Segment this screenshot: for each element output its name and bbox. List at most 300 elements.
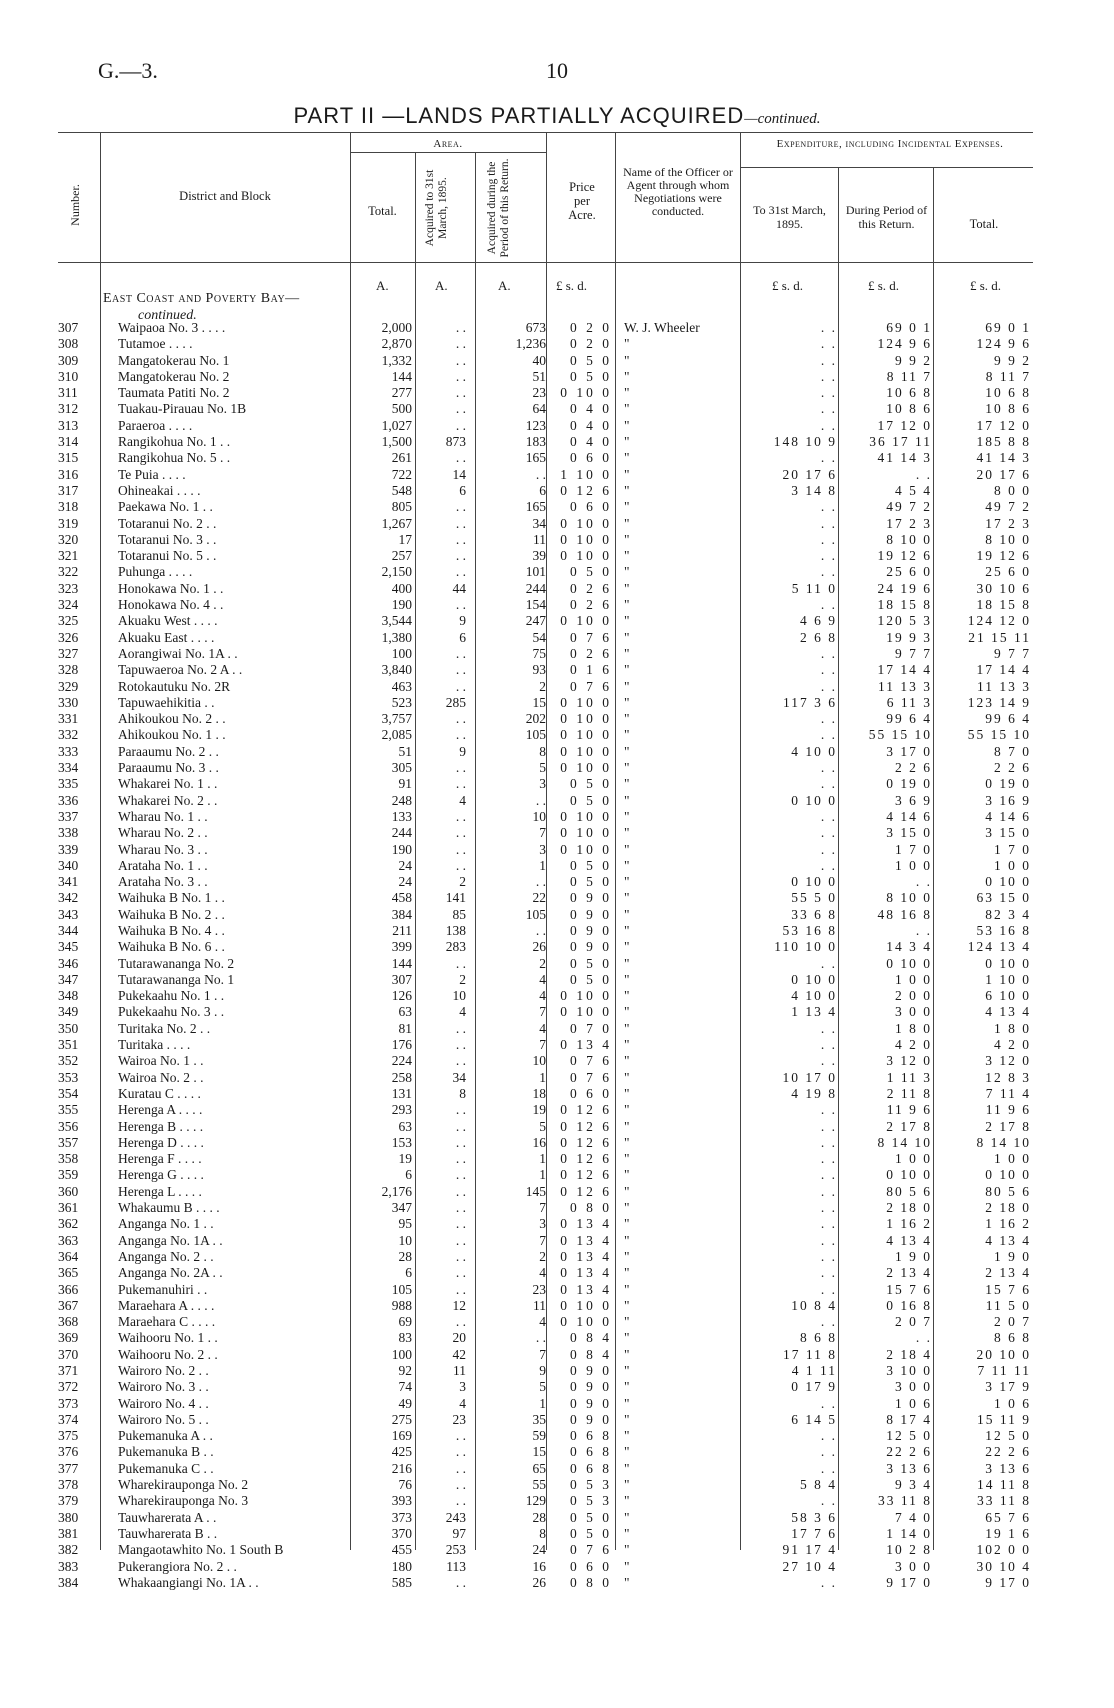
row-agent: " [624,727,630,743]
row-price: 0 9 0 [570,1395,612,1411]
row-agent: " [624,515,630,531]
row-acquired-1895: . . [455,1281,466,1297]
row-number: 317 [58,482,79,498]
row-exp-period: 9 7 7 [895,645,932,661]
row-total-area: 370 [391,1525,412,1541]
row-number: 348 [58,988,79,1004]
row-price: 0 5 0 [570,857,612,873]
row-total-area: 458 [391,890,412,906]
row-acquired-1895: 9 [459,743,466,759]
row-number: 307 [58,320,79,335]
table-row [0,385,1114,401]
row-acquired-1895: 42 [452,1346,466,1362]
row-number: 328 [58,662,79,678]
row-acquired-period: 5 [539,760,546,776]
row-acquired-1895: . . [455,1200,466,1216]
row-total-area: 51 [398,743,412,759]
row-exp-1895: 110 10 0 [774,939,837,955]
table-row [0,907,1114,923]
row-acquired-1895: . . [455,776,466,792]
row-price: 0 10 0 [560,743,612,759]
row-agent: " [624,499,630,515]
group-heading [103,290,300,324]
unit-acquired-1895: A. [435,278,448,293]
table-row [0,1265,1114,1281]
row-acquired-1895: . . [455,857,466,873]
row-number: 369 [58,1330,79,1346]
row-agent: " [624,352,630,368]
row-exp-total: 3 15 0 [985,825,1031,841]
row-price: 0 13 4 [560,1037,612,1053]
row-price: 0 9 0 [570,939,612,955]
row-district: Pukekaahu No. 1 . . [118,988,225,1004]
row-price: 0 4 0 [570,401,612,417]
row-district: Totaranui No. 3 . . [118,531,217,547]
row-district: Te Puia . . . . [118,466,186,482]
row-acquired-1895: 10 [452,988,466,1004]
row-total-area: 144 [391,368,412,384]
row-number: 368 [58,1314,79,1330]
row-agent: " [624,1265,630,1281]
row-agent: " [624,841,630,857]
row-acquired-period: 2 [539,678,546,694]
row-total-area: 1,500 [381,434,412,450]
row-acquired-period: 1 [539,1167,546,1183]
row-price: 0 1 6 [570,662,612,678]
page-number: 10 [546,58,568,83]
row-exp-period: 49 7 2 [886,499,932,515]
row-price: 0 5 0 [570,1509,612,1525]
row-acquired-period: 26 [532,1574,546,1590]
table-row [0,760,1114,776]
row-total-area: 2,176 [381,1183,412,1199]
row-acquired-1895: 11 [453,1363,466,1378]
row-price: 0 6 0 [570,1558,612,1574]
row-exp-1895: 5 8 4 [800,1477,837,1493]
row-agent: " [624,1004,630,1020]
row-district: Waihooru No. 2 . . [118,1346,218,1362]
row-acquired-1895: . . [455,352,466,368]
row-price: 0 5 3 [570,1493,612,1509]
row-exp-period: 1 11 3 [886,1069,932,1085]
row-exp-1895: . . [820,450,837,466]
row-agent: " [624,336,630,352]
row-acquired-1895: . . [455,1232,466,1248]
row-acquired-1895: . . [455,336,466,352]
row-acquired-1895: . . [455,1037,466,1053]
row-exp-1895: . . [820,760,837,776]
row-exp-1895: . . [820,548,837,564]
row-acquired-period: 93 [532,662,546,678]
row-number: 331 [58,711,79,727]
row-agent: " [624,743,630,759]
row-price: 0 6 0 [570,499,612,515]
row-district: Whakaumu B . . . . [118,1200,220,1216]
row-agent: " [624,1069,630,1085]
row-exp-period: 4 2 0 [895,1037,932,1053]
row-district: Kuratau C . . . . [118,1085,201,1101]
group-title: East Coast and Poverty Bay— [103,291,300,306]
row-number: 345 [58,939,79,955]
row-exp-period: 8 10 0 [886,890,932,906]
row-acquired-period: 6 [539,482,546,498]
row-acquired-period: 65 [532,1460,546,1476]
row-price: 0 5 3 [570,1477,612,1493]
row-exp-total: 8 7 0 [994,743,1031,759]
row-district: Anganga No. 1A . . [118,1232,223,1248]
row-exp-period: 8 14 10 [877,1134,932,1150]
row-price: 0 5 0 [570,1525,612,1541]
row-district: Akuaku East . . . . [118,629,215,645]
row-district: Pukekaahu No. 3 . . [118,1004,225,1020]
unit-exp-period: £ s. d. [868,278,900,293]
row-acquired-period: 1 [539,1151,546,1167]
row-exp-1895: . . [820,597,837,613]
row-agent: " [624,955,630,971]
title-main: PART II —LANDS PARTIALLY ACQUIRED [293,103,745,128]
row-agent: " [624,776,630,792]
row-exp-period: 4 14 6 [886,808,932,824]
row-exp-total: 4 13 4 [985,1004,1031,1020]
row-acquired-1895: . . [455,1248,466,1264]
row-exp-total: 63 15 0 [976,890,1031,906]
row-agent: " [624,825,630,841]
row-total-area: 722 [391,466,412,482]
row-agent: " [624,1477,630,1493]
row-exp-total: 185 8 8 [976,434,1031,450]
row-acquired-1895: . . [455,1167,466,1183]
row-acquired-period: . . [535,792,546,808]
row-price: 0 5 0 [570,792,612,808]
row-exp-1895: 0 17 9 [791,1379,837,1395]
row-agent: " [624,1102,630,1118]
row-district: Tutarawananga No. 1 [118,971,235,987]
row-number: 357 [58,1134,79,1150]
row-exp-period: 1 16 2 [886,1216,932,1232]
row-agent: " [624,678,630,694]
row-total-area: 373 [391,1509,412,1525]
row-acquired-period: 165 [525,450,546,466]
table-row [0,793,1114,809]
row-acquired-1895: 9 [459,613,466,629]
row-exp-1895: . . [820,825,837,841]
row-district: Anganga No. 2A . . [118,1265,223,1281]
row-exp-period: 4 13 4 [886,1232,932,1248]
row-total-area: 399 [391,939,412,955]
row-total-area: 83 [398,1330,412,1346]
row-exp-1895: . . [820,776,837,792]
row-total-area: 49 [398,1395,412,1411]
row-agent: " [624,613,630,629]
row-acquired-period: 35 [532,1411,546,1427]
table-row [0,581,1114,597]
table-row [0,564,1114,580]
row-acquired-period: 8 [539,743,546,759]
table-row [0,1102,1114,1118]
row-agent: " [624,564,630,580]
row-acquired-1895: . . [455,1574,466,1590]
row-district: Wharekirauponga No. 2 [118,1477,249,1493]
row-acquired-1895: 85 [452,906,466,922]
row-acquired-1895: . . [455,548,466,564]
row-number: 353 [58,1069,79,1085]
row-number: 356 [58,1118,79,1134]
row-exp-period: 12 5 0 [886,1428,932,1444]
row-district: Paraaumu No. 2 . . [118,743,219,759]
row-number: 333 [58,743,79,759]
table-row [0,890,1114,906]
row-acquired-period: 7 [539,1004,546,1020]
row-exp-total: 65 7 6 [985,1509,1031,1525]
row-total-area: 305 [391,760,412,776]
row-exp-total: 1 8 0 [994,1020,1031,1036]
row-total-area: 275 [391,1411,412,1427]
row-total-area: 277 [391,385,412,401]
row-exp-total: 17 12 0 [976,417,1031,433]
row-total-area: 463 [391,678,412,694]
row-exp-period: 17 14 4 [877,662,932,678]
row-exp-period: 0 16 8 [886,1297,932,1313]
col-expenditure-header: Expenditure, including Incidental Expenses. [776,138,1004,150]
row-price: 0 10 0 [560,1297,612,1313]
row-acquired-1895: . . [455,1493,466,1509]
row-acquired-period: 244 [525,580,546,596]
row-agent: " [624,1118,630,1134]
row-exp-total: 21 15 11 [968,629,1031,645]
row-exp-period: 24 19 6 [877,580,932,596]
row-agent: " [624,466,630,482]
unit-acquired-period: A. [498,278,511,293]
row-number: 346 [58,955,79,971]
col-exp-period-header: During Period of this Return. [845,203,928,231]
row-total-area: 3,544 [381,613,412,629]
row-number: 354 [58,1085,79,1101]
row-total-area: 17 [398,531,412,547]
row-exp-total: 0 19 0 [985,776,1031,792]
row-district: Maraehara C . . . . [118,1314,216,1330]
row-agent: " [624,922,630,938]
row-number: 313 [58,417,79,433]
row-total-area: 224 [391,1053,412,1069]
row-price: 0 9 0 [570,890,612,906]
row-price: 1 10 0 [560,466,612,482]
row-total-area: 63 [398,1118,412,1134]
row-district: Whakarei No. 1 . . [118,776,218,792]
table-row [0,1575,1114,1591]
row-acquired-1895: . . [455,385,466,401]
row-agent: " [624,1053,630,1069]
row-total-area: 1,332 [381,352,412,368]
row-exp-1895: . . [820,1265,837,1281]
row-acquired-1895: . . [455,597,466,613]
row-acquired-period: 11 [533,1297,546,1313]
row-acquired-period: 22 [532,890,546,906]
row-exp-1895: 17 11 8 [783,1346,837,1362]
row-district: Turitaka . . . . [118,1037,191,1053]
row-agent: " [624,1542,630,1558]
row-acquired-1895: 20 [452,1330,466,1346]
row-exp-period: 55 15 10 [868,727,932,743]
row-district: Herenga G . . . . [118,1167,204,1183]
row-number: 309 [58,352,79,368]
row-agent: " [624,906,630,922]
table-row [0,320,1114,336]
row-price: 0 5 0 [570,971,612,987]
table-row [0,679,1114,695]
row-exp-total: 15 7 6 [985,1281,1031,1297]
row-acquired-1895: 14 [452,466,466,482]
row-acquired-1895: 6 [459,482,466,498]
row-acquired-period: 59 [532,1428,546,1444]
table-row [0,956,1114,972]
row-district: Pukemanuka A . . [118,1428,213,1444]
row-acquired-1895: 8 [459,1085,466,1101]
row-agent: " [624,1134,630,1150]
row-exp-period: 36 17 11 [869,434,932,450]
row-district: Totaranui No. 5 . . [118,548,217,564]
row-price: 0 12 6 [560,1134,612,1150]
row-price: 0 6 8 [570,1428,612,1444]
row-agent: " [624,1493,630,1509]
row-exp-period: 2 18 4 [886,1346,932,1362]
row-acquired-period: 15 [532,1444,546,1460]
row-exp-1895: 3 14 8 [791,482,837,498]
row-acquired-1895: . . [455,1428,466,1444]
row-agent: " [624,548,630,564]
row-exp-period: 2 17 8 [886,1118,932,1134]
group-continued: continued. [138,308,197,323]
row-exp-total: 3 13 6 [985,1460,1031,1476]
row-exp-period: . . [915,922,932,938]
row-number: 324 [58,597,79,613]
row-price: 0 5 0 [570,874,612,890]
row-agent: " [624,1444,630,1460]
row-agent: " [624,368,630,384]
row-acquired-period: 4 [539,1020,546,1036]
row-price: 0 9 0 [570,922,612,938]
row-exp-total: 82 3 4 [985,906,1031,922]
table-row [0,1200,1114,1216]
table-row [0,646,1114,662]
row-exp-1895: 20 17 6 [782,466,837,482]
row-number: 371 [58,1363,79,1378]
row-price: 0 13 4 [560,1232,612,1248]
row-district: Waihuka B No. 6 . . [118,939,225,955]
row-exp-1895: . . [820,1574,837,1590]
row-acquired-period: 10 [532,1053,546,1069]
row-exp-period: . . [915,874,932,890]
col-acquired-1895-header: Acquired to 31st March, 1895. [424,169,449,247]
row-number: 360 [58,1183,79,1199]
row-district: Ohineakai . . . . [118,482,201,498]
row-exp-1895: . . [820,352,837,368]
row-agent: " [624,417,630,433]
row-agent: " [624,857,630,873]
table-row [0,1477,1114,1493]
row-district: Honokawa No. 1 . . [118,580,224,596]
row-agent: " [624,1200,630,1216]
table-row [0,1053,1114,1069]
unit-price: £ s. d. [556,278,588,293]
row-total-area: 2,000 [381,320,412,335]
row-exp-period: 25 6 0 [886,564,932,580]
row-price: 0 5 0 [570,352,612,368]
row-acquired-period: 4 [539,971,546,987]
row-total-area: 3,757 [381,711,412,727]
row-acquired-period: 1 [539,857,546,873]
row-price: 0 6 0 [570,450,612,466]
row-acquired-1895: 6 [459,629,466,645]
row-exp-total: 8 0 0 [994,482,1031,498]
row-total-area: 28 [398,1248,412,1264]
row-exp-total: 19 1 6 [985,1525,1031,1541]
row-number: 381 [58,1525,79,1541]
row-total-area: 176 [391,1037,412,1053]
row-price: 0 4 0 [570,417,612,433]
row-exp-1895: . . [820,1444,837,1460]
row-agent: " [624,1330,630,1346]
row-exp-1895: . . [820,1037,837,1053]
row-district: Tutamoe . . . . [118,336,193,352]
row-exp-total: 1 9 0 [994,1248,1031,1264]
row-exp-1895: . . [820,727,837,743]
table-row [0,858,1114,874]
table-row [0,1363,1114,1379]
row-agent: " [624,1281,630,1297]
row-exp-1895: 10 17 0 [782,1069,837,1085]
row-acquired-period: 3 [539,841,546,857]
row-exp-1895: 0 10 0 [791,792,837,808]
row-exp-total: 33 11 8 [977,1493,1031,1509]
row-district: Herenga A . . . . [118,1102,203,1118]
row-agent: " [624,1395,630,1411]
row-district: Herenga B . . . . [118,1118,204,1134]
row-number: 308 [58,336,79,352]
table-row [0,939,1114,955]
row-total-area: 133 [391,808,412,824]
table-row [0,1379,1114,1395]
row-exp-total: 12 5 0 [985,1428,1031,1444]
row-total-area: 6 [405,1265,412,1281]
row-exp-1895: 53 16 8 [782,922,837,938]
row-price: 0 10 0 [560,727,612,743]
row-agent: " [624,1460,630,1476]
row-agent: " [624,1085,630,1101]
table-row [0,353,1114,369]
row-district: Tutarawananga No. 2 [118,955,235,971]
row-exp-period: 17 2 3 [886,515,932,531]
row-district: Arataha No. 1 . . [118,857,208,873]
row-exp-total: 9 17 0 [985,1574,1031,1590]
row-exp-1895: 0 10 0 [791,971,837,987]
row-exp-period: 124 9 6 [877,336,932,352]
row-total-area: 425 [391,1444,412,1460]
row-number: 318 [58,499,79,515]
row-price: 0 12 6 [560,1151,612,1167]
row-number: 382 [58,1542,79,1558]
row-number: 332 [58,727,79,743]
row-number: 330 [58,694,79,710]
row-number: 365 [58,1265,79,1281]
table-row [0,727,1114,743]
row-acquired-period: 7 [539,1346,546,1362]
row-exp-period: 3 0 0 [895,1004,932,1020]
row-exp-period: 3 10 0 [886,1363,932,1378]
row-exp-total: 123 14 9 [967,694,1031,710]
row-acquired-period: 4 [539,988,546,1004]
row-exp-total: 7 11 4 [985,1085,1031,1101]
row-agent: " [624,580,630,596]
